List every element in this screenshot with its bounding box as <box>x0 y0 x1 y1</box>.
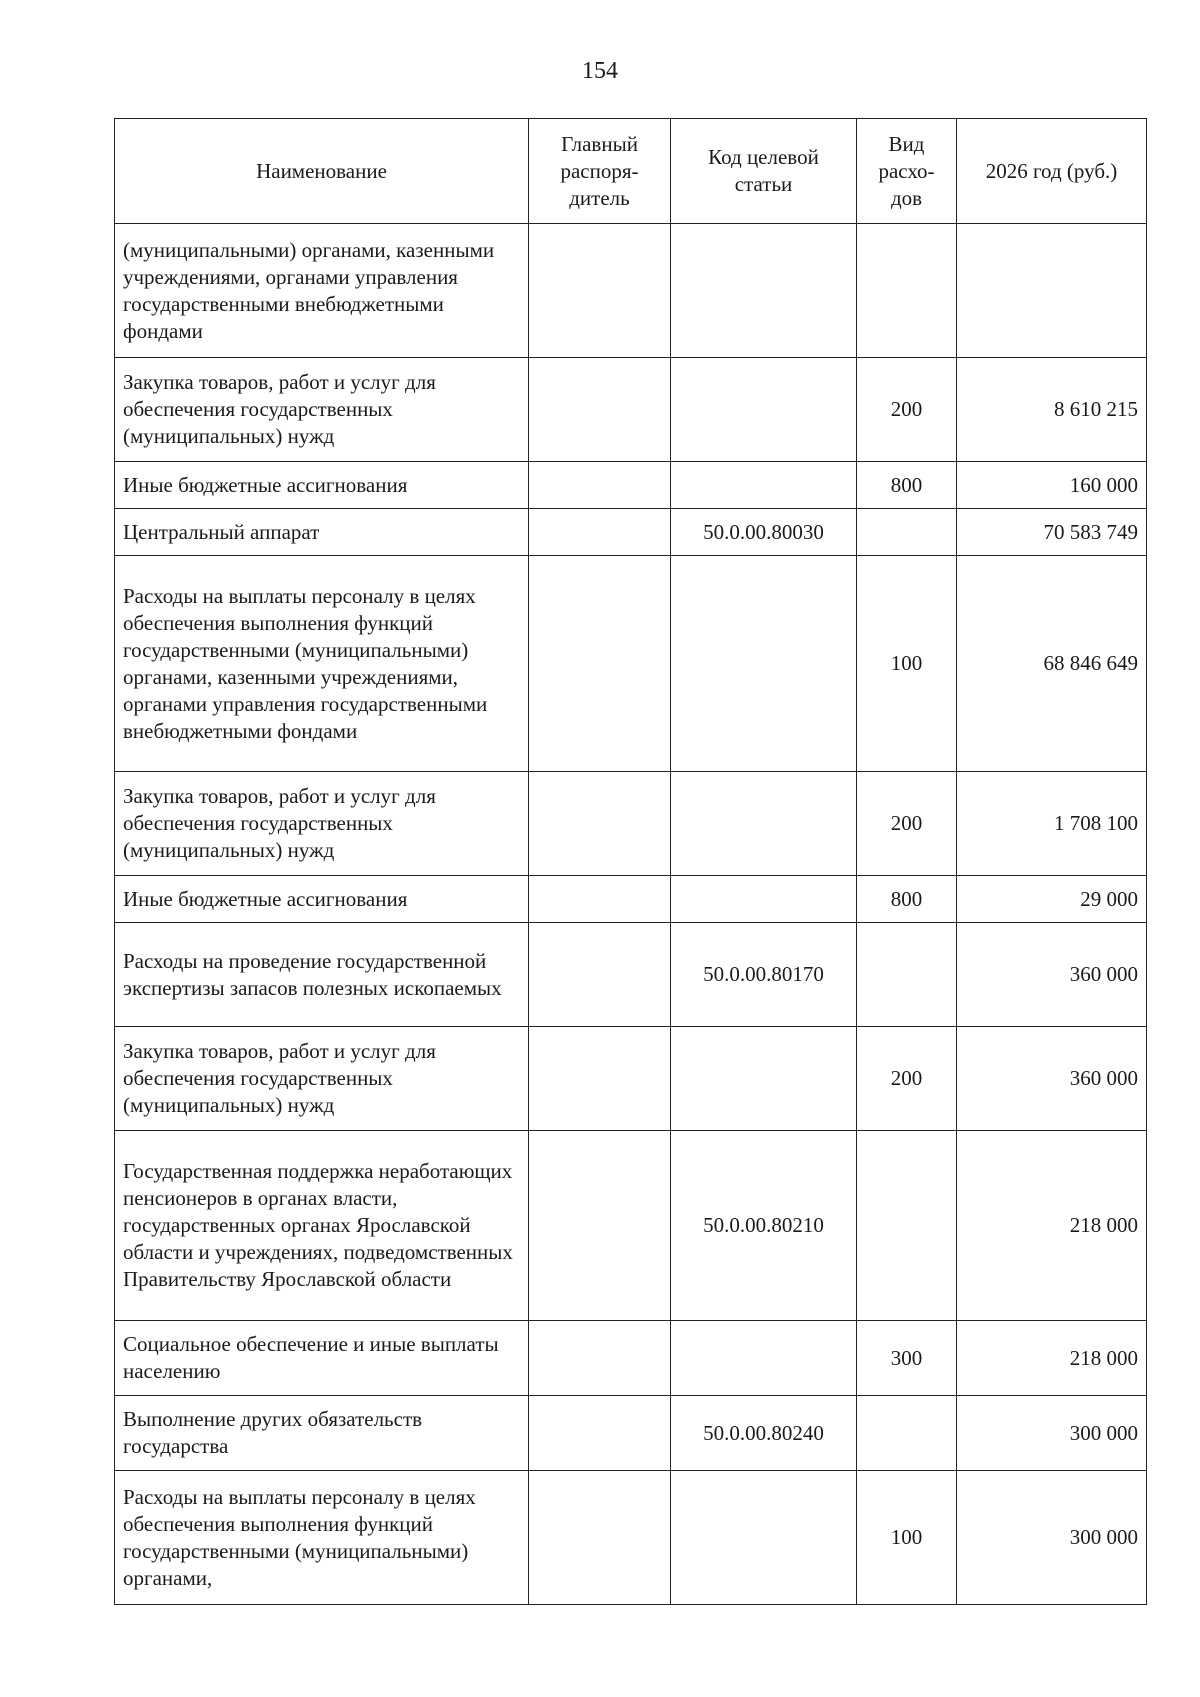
cell-amount: 360 000 <box>957 923 1147 1027</box>
cell-target-code <box>671 876 857 923</box>
cell-amount: 218 000 <box>957 1131 1147 1321</box>
cell-expense-type <box>857 1396 957 1471</box>
cell-expense-type <box>857 509 957 556</box>
cell-name: (муниципальными) органами, казенными учреждениями, органами управления государственными внебюджетными фондами <box>115 224 529 358</box>
cell-expense-type: 300 <box>857 1321 957 1396</box>
cell-name: Расходы на выплаты персоналу в целях обеспечения выполнения функций государственными (муниципальными) органами, казенными учреждениями, органами управления государственными внебюджетными фондами <box>115 556 529 772</box>
cell-chief-administrator <box>529 1131 671 1321</box>
table-row <box>115 876 1147 923</box>
table-row <box>115 1396 1147 1471</box>
table-row <box>115 462 1147 509</box>
cell-amount: 1 708 100 <box>957 772 1147 876</box>
cell-chief-administrator <box>529 876 671 923</box>
cell-amount: 70 583 749 <box>957 509 1147 556</box>
cell-name: Социальное обеспечение и иные выплаты населению <box>115 1321 529 1396</box>
table-row <box>115 224 1147 358</box>
budget-table <box>114 118 1147 1605</box>
cell-expense-type: 100 <box>857 556 957 772</box>
cell-name: Расходы на выплаты персоналу в целях обеспечения выполнения функций государственными (муниципальными) органами, <box>115 1471 529 1605</box>
cell-expense-type <box>857 1131 957 1321</box>
table-row <box>115 1321 1147 1396</box>
header-row <box>115 119 1147 224</box>
table-row <box>115 358 1147 462</box>
cell-target-code <box>671 1321 857 1396</box>
cell-target-code <box>671 772 857 876</box>
cell-amount: 8 610 215 <box>957 358 1147 462</box>
cell-target-code: 50.0.00.80210 <box>671 1131 857 1321</box>
cell-target-code: 50.0.00.80170 <box>671 923 857 1027</box>
cell-target-code <box>671 358 857 462</box>
cell-amount: 160 000 <box>957 462 1147 509</box>
cell-expense-type: 800 <box>857 462 957 509</box>
header-target-code: Код целевой статьи <box>671 119 857 224</box>
cell-expense-type: 800 <box>857 876 957 923</box>
header-chief-administrator: Главный распоря-дитель <box>529 119 671 224</box>
cell-target-code <box>671 224 857 358</box>
table-row <box>115 923 1147 1027</box>
cell-chief-administrator <box>529 923 671 1027</box>
cell-expense-type <box>857 224 957 358</box>
table-row <box>115 1131 1147 1321</box>
cell-target-code <box>671 1027 857 1131</box>
cell-name: Государственная поддержка неработающих пенсионеров в органах власти, государственных органах Ярославской области и учреждениях, подведомственных Правительству Ярославской области <box>115 1131 529 1321</box>
header-amount-2026: 2026 год (руб.) <box>957 119 1147 224</box>
table-header <box>115 119 1147 224</box>
table-body <box>115 224 1147 1605</box>
cell-amount <box>957 224 1147 358</box>
cell-target-code: 50.0.00.80030 <box>671 509 857 556</box>
cell-amount: 68 846 649 <box>957 556 1147 772</box>
cell-target-code: 50.0.00.80240 <box>671 1396 857 1471</box>
cell-amount: 360 000 <box>957 1027 1147 1131</box>
cell-target-code <box>671 556 857 772</box>
cell-name: Закупка товаров, работ и услуг для обеспечения государственных (муниципальных) нужд <box>115 772 529 876</box>
cell-expense-type: 200 <box>857 772 957 876</box>
table-row <box>115 556 1147 772</box>
cell-chief-administrator <box>529 224 671 358</box>
cell-name: Иные бюджетные ассигнования <box>115 876 529 923</box>
header-expense-type: Вид расхо-дов <box>857 119 957 224</box>
cell-name: Расходы на проведение государственной экспертизы запасов полезных ископаемых <box>115 923 529 1027</box>
table-row <box>115 509 1147 556</box>
cell-name: Иные бюджетные ассигнования <box>115 462 529 509</box>
cell-chief-administrator <box>529 556 671 772</box>
cell-expense-type: 200 <box>857 358 957 462</box>
cell-chief-administrator <box>529 1027 671 1131</box>
cell-amount: 29 000 <box>957 876 1147 923</box>
cell-name: Выполнение других обязательств государства <box>115 1396 529 1471</box>
cell-chief-administrator <box>529 1396 671 1471</box>
table-row <box>115 1027 1147 1131</box>
cell-amount: 218 000 <box>957 1321 1147 1396</box>
header-name: Наименование <box>115 119 529 224</box>
cell-chief-administrator <box>529 462 671 509</box>
page-number: 154 <box>582 58 618 84</box>
cell-amount: 300 000 <box>957 1471 1147 1605</box>
cell-chief-administrator <box>529 1321 671 1396</box>
cell-target-code <box>671 462 857 509</box>
cell-chief-administrator <box>529 1471 671 1605</box>
cell-target-code <box>671 1471 857 1605</box>
cell-amount: 300 000 <box>957 1396 1147 1471</box>
cell-name: Закупка товаров, работ и услуг для обеспечения государственных (муниципальных) нужд <box>115 358 529 462</box>
cell-expense-type: 200 <box>857 1027 957 1131</box>
table-row <box>115 1471 1147 1605</box>
cell-name: Центральный аппарат <box>115 509 529 556</box>
cell-chief-administrator <box>529 358 671 462</box>
cell-expense-type: 100 <box>857 1471 957 1605</box>
cell-expense-type <box>857 923 957 1027</box>
table-row <box>115 772 1147 876</box>
cell-name: Закупка товаров, работ и услуг для обеспечения государственных (муниципальных) нужд <box>115 1027 529 1131</box>
cell-chief-administrator <box>529 772 671 876</box>
cell-chief-administrator <box>529 509 671 556</box>
